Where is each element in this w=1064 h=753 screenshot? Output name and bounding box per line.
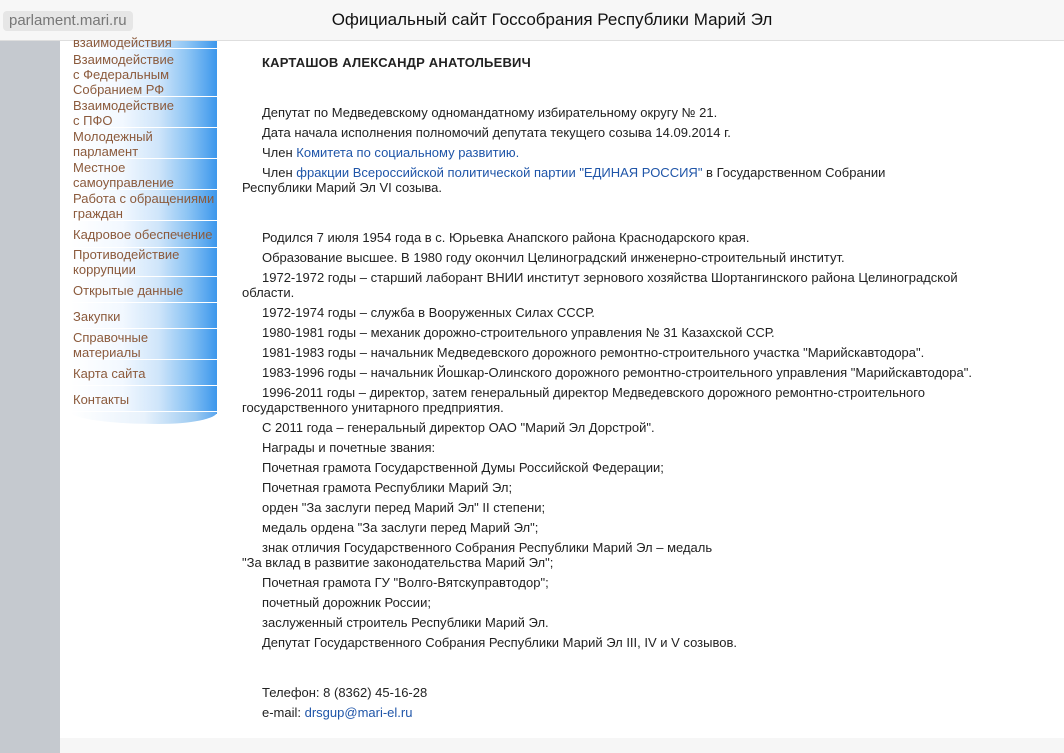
sidebar-item-sitemap[interactable] [71, 361, 217, 386]
awards-title: Награды и почетные звания: [262, 440, 436, 455]
bio-job-1-cont: области. [242, 285, 295, 300]
sidebar-item-label: Кадровое обеспечение [73, 227, 213, 242]
faction-membership [242, 165, 885, 180]
sidebar-item-label: Взаимодействие с Федеральным Собранием РФ [73, 52, 174, 97]
sidebar-item-label: Карта сайта [73, 366, 146, 381]
sidebar-item-contacts[interactable] [71, 387, 217, 412]
sidebar-item-procurement[interactable] [71, 304, 217, 329]
sidebar-item-open-data[interactable] [71, 278, 217, 303]
faction-link[interactable]: фракции Всероссийской политической партии "ЕДИНАЯ РОССИЯ" [296, 165, 703, 180]
sidebar-item-anticorruption[interactable] [71, 247, 217, 277]
award-5-cont: "За вклад в развитие законодательства Марий Эл"; [242, 555, 554, 570]
bottom-band [60, 738, 1064, 753]
sidebar-item-label: Взаимодействие с ПФО [73, 98, 174, 128]
email-line [242, 705, 412, 720]
domain-label[interactable]: parlament.mari.ru [3, 11, 133, 31]
sidebar-item-label: Противодействие коррупции [73, 247, 180, 277]
bio-education: Образование высшее. В 1980 году окончил Целиноградский инженерно-строительный институт. [262, 250, 845, 265]
sidebar-item-local-government[interactable] [71, 160, 217, 190]
sidebar-item-label: взаимодействия [73, 35, 172, 50]
sidebar-item-appeals[interactable] [71, 191, 217, 221]
award-1: Почетная грамота Государственной Думы Российской Федерации; [262, 460, 664, 475]
email-label: e-mail: [262, 705, 305, 720]
sidebar-item-reference[interactable] [71, 330, 217, 360]
bio-job-3: 1980-1981 годы – механик дорожно-строительного управления № 31 Казахской ССР. [262, 325, 775, 340]
sidebar-item-youth-parliament[interactable] [71, 129, 217, 159]
bio-job-7: С 2011 года – генеральный директор ОАО "Марий Эл Дорстрой". [262, 420, 655, 435]
award-4: медаль ордена "За заслуги перед Марий Эл"; [262, 520, 539, 535]
sidebar-item-label: Справочные материалы [73, 330, 149, 360]
sidebar-item-label: Открытые данные [73, 283, 184, 298]
bio-job-2: 1972-1974 годы – служба в Вооруженных Силах СССР. [262, 305, 595, 320]
award-3: орден "За заслуги перед Марий Эл" II степени; [262, 500, 546, 515]
sidebar-item-interaction[interactable] [71, 35, 217, 49]
faction-suffix-line-2: Республики Марий Эл VI созыва. [242, 180, 442, 195]
award-6: Почетная грамота ГУ "Волго-Вятскуправтодор"; [262, 575, 549, 590]
committee-prefix: Член [262, 145, 297, 160]
award-8: заслуженный строитель Республики Марий Эл. [262, 615, 549, 630]
sidebar-item-label: Работа с обращениями граждан [73, 191, 215, 221]
left-gutter [0, 41, 60, 753]
award-7: почетный дорожник России; [262, 595, 431, 610]
sidebar-item-label: Закупки [73, 309, 121, 324]
bio-job-6: 1996-2011 годы – директор, затем генеральный директор Медведевского дорожного ремонтно-строительного [262, 385, 925, 400]
term-start-date: Дата начала исполнения полномочий депутата текущего созыва 14.09.2014 г. [262, 125, 731, 140]
award-5: знак отличия Государственного Собрания Республики Марий Эл – медаль [262, 540, 713, 555]
phone: Телефон: 8 (8362) 45-16-28 [262, 685, 428, 700]
sidebar-item-personnel[interactable] [71, 222, 217, 248]
faction-suffix: в Государственном Собрании [702, 165, 886, 180]
bio-job-6-cont: государственного унитарного предприятия. [242, 400, 504, 415]
committee-membership [242, 145, 519, 160]
sidebar-item-label: Контакты [73, 392, 130, 407]
deputy-district: Депутат по Медведевскому одномандатному избирательному округу № 21. [262, 105, 718, 120]
deputy-name: КАРТАШОВ АЛЕКСАНДР АНАТОЛЬЕВИЧ [262, 55, 531, 70]
committee-link[interactable]: Комитета по социальному развитию. [296, 145, 520, 160]
sidebar-item-pfo[interactable] [71, 98, 217, 128]
bio-born: Родился 7 июля 1954 года в с. Юрьевка Анапского района Краснодарского края. [262, 230, 750, 245]
sidebar-item-label: Молодежный парламент [73, 129, 153, 159]
award-2: Почетная грамота Республики Марий Эл; [262, 480, 513, 495]
sidebar-menu [71, 35, 217, 414]
sidebar-item-federal-assembly[interactable] [71, 51, 217, 97]
email-link[interactable]: drsgup@mari-el.ru [304, 705, 413, 720]
faction-prefix: Член [262, 165, 297, 180]
previous-convocations: Депутат Государственного Собрания Республики Марий Эл III, IV и V созывов. [262, 635, 737, 650]
bio-job-4: 1981-1983 годы – начальник Медведевского дорожного ремонтно-строительного участка "Марийскавтодора". [262, 345, 925, 360]
bio-job-5: 1983-1996 годы – начальник Йошкар-Олинского дорожного ремонтно-строительного управления "Марийскавтодора". [262, 365, 972, 380]
site-title: Официальный сайт Госсобрания Республики Марий Эл [331, 10, 773, 29]
bio-job-1: 1972-1972 годы – старший лаборант ВНИИ институт зернового хозяйства Шортангинского района Целиноградской [262, 270, 958, 285]
sidebar-item-label: Местное самоуправление [73, 160, 174, 190]
